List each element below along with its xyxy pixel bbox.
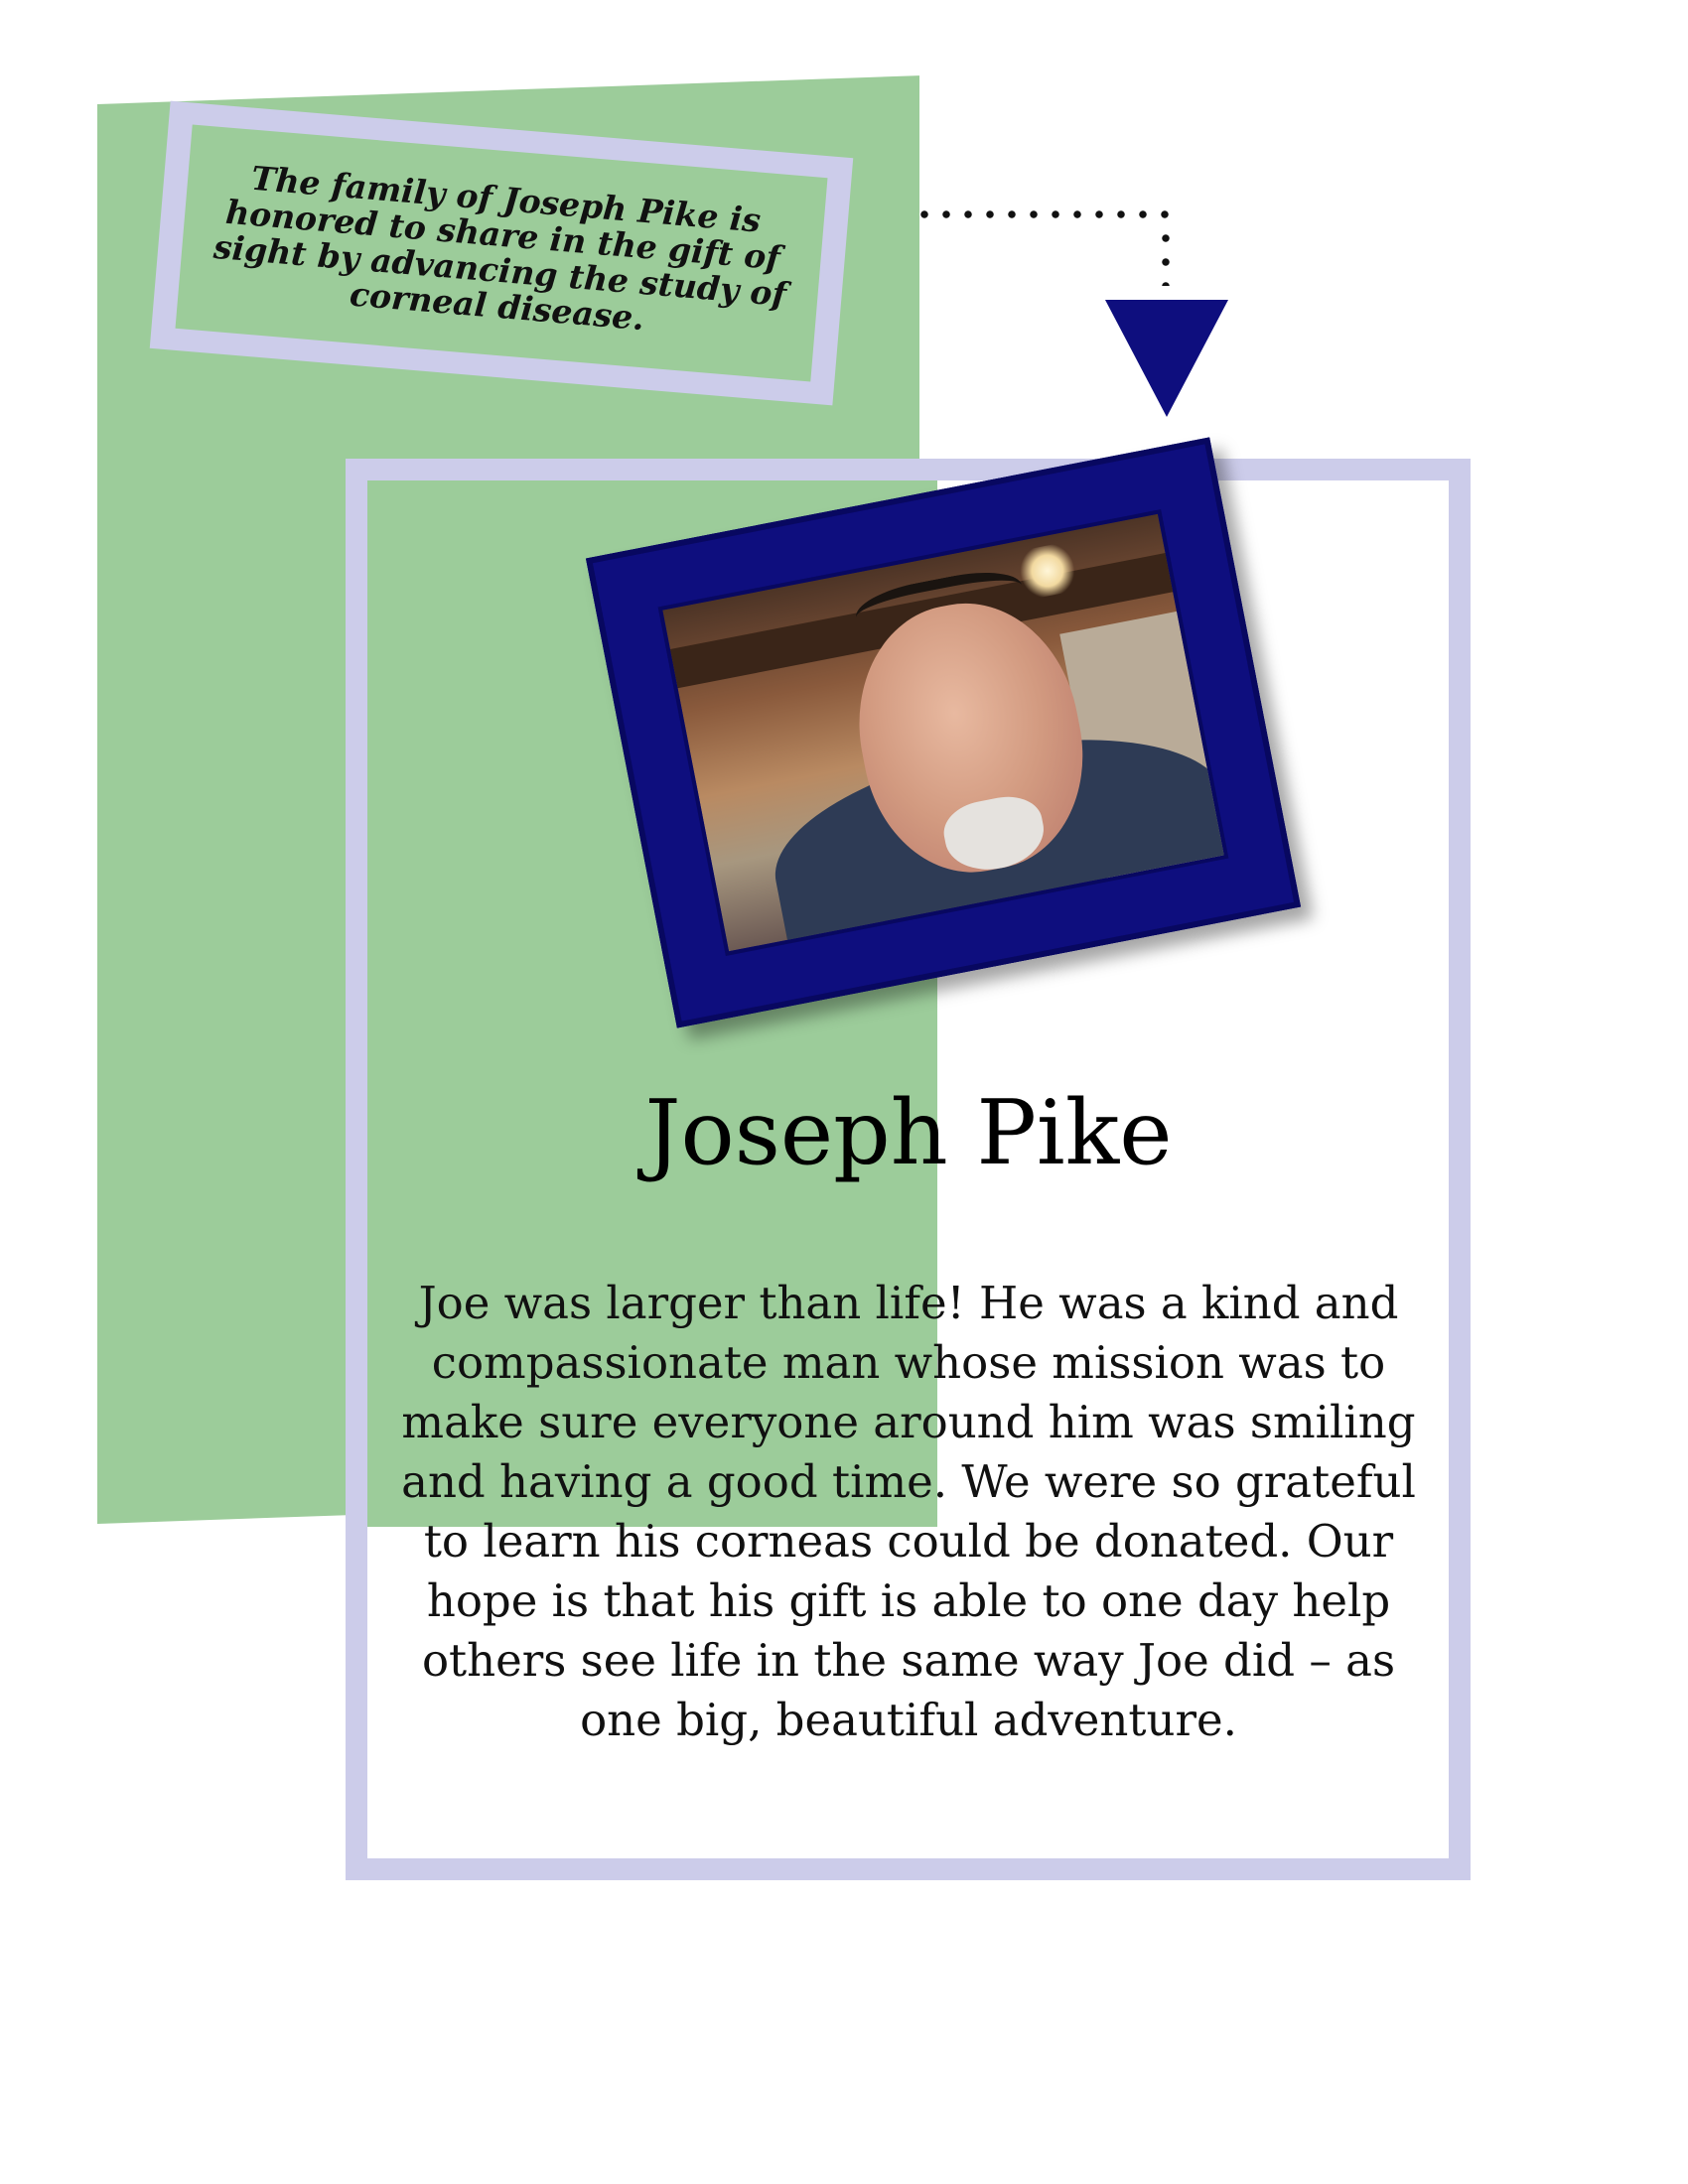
bio-text: Joe was larger than life! He was a kind and compassionate man whose mission was to make sure everyone around him was smiling and having a good time. We were so grateful to learn his corneas could be donated. Our hope is that his gift is able to one day help others see life in the same way Joe did – as one big, beautiful adventure. bbox=[401, 1277, 1416, 1746]
dotted-connector-horizontal bbox=[914, 206, 1174, 222]
down-triangle-arrow-icon bbox=[1105, 300, 1228, 417]
caption-text: The family of Joseph Pike is honored to share in the gift of sight by advancing the study of corneal disease. bbox=[211, 158, 788, 339]
caption-box-inner bbox=[176, 125, 828, 382]
person-name: Joseph Pike bbox=[644, 1081, 1173, 1185]
dotted-connector-vertical bbox=[1158, 226, 1174, 286]
portrait-photo bbox=[658, 509, 1229, 956]
